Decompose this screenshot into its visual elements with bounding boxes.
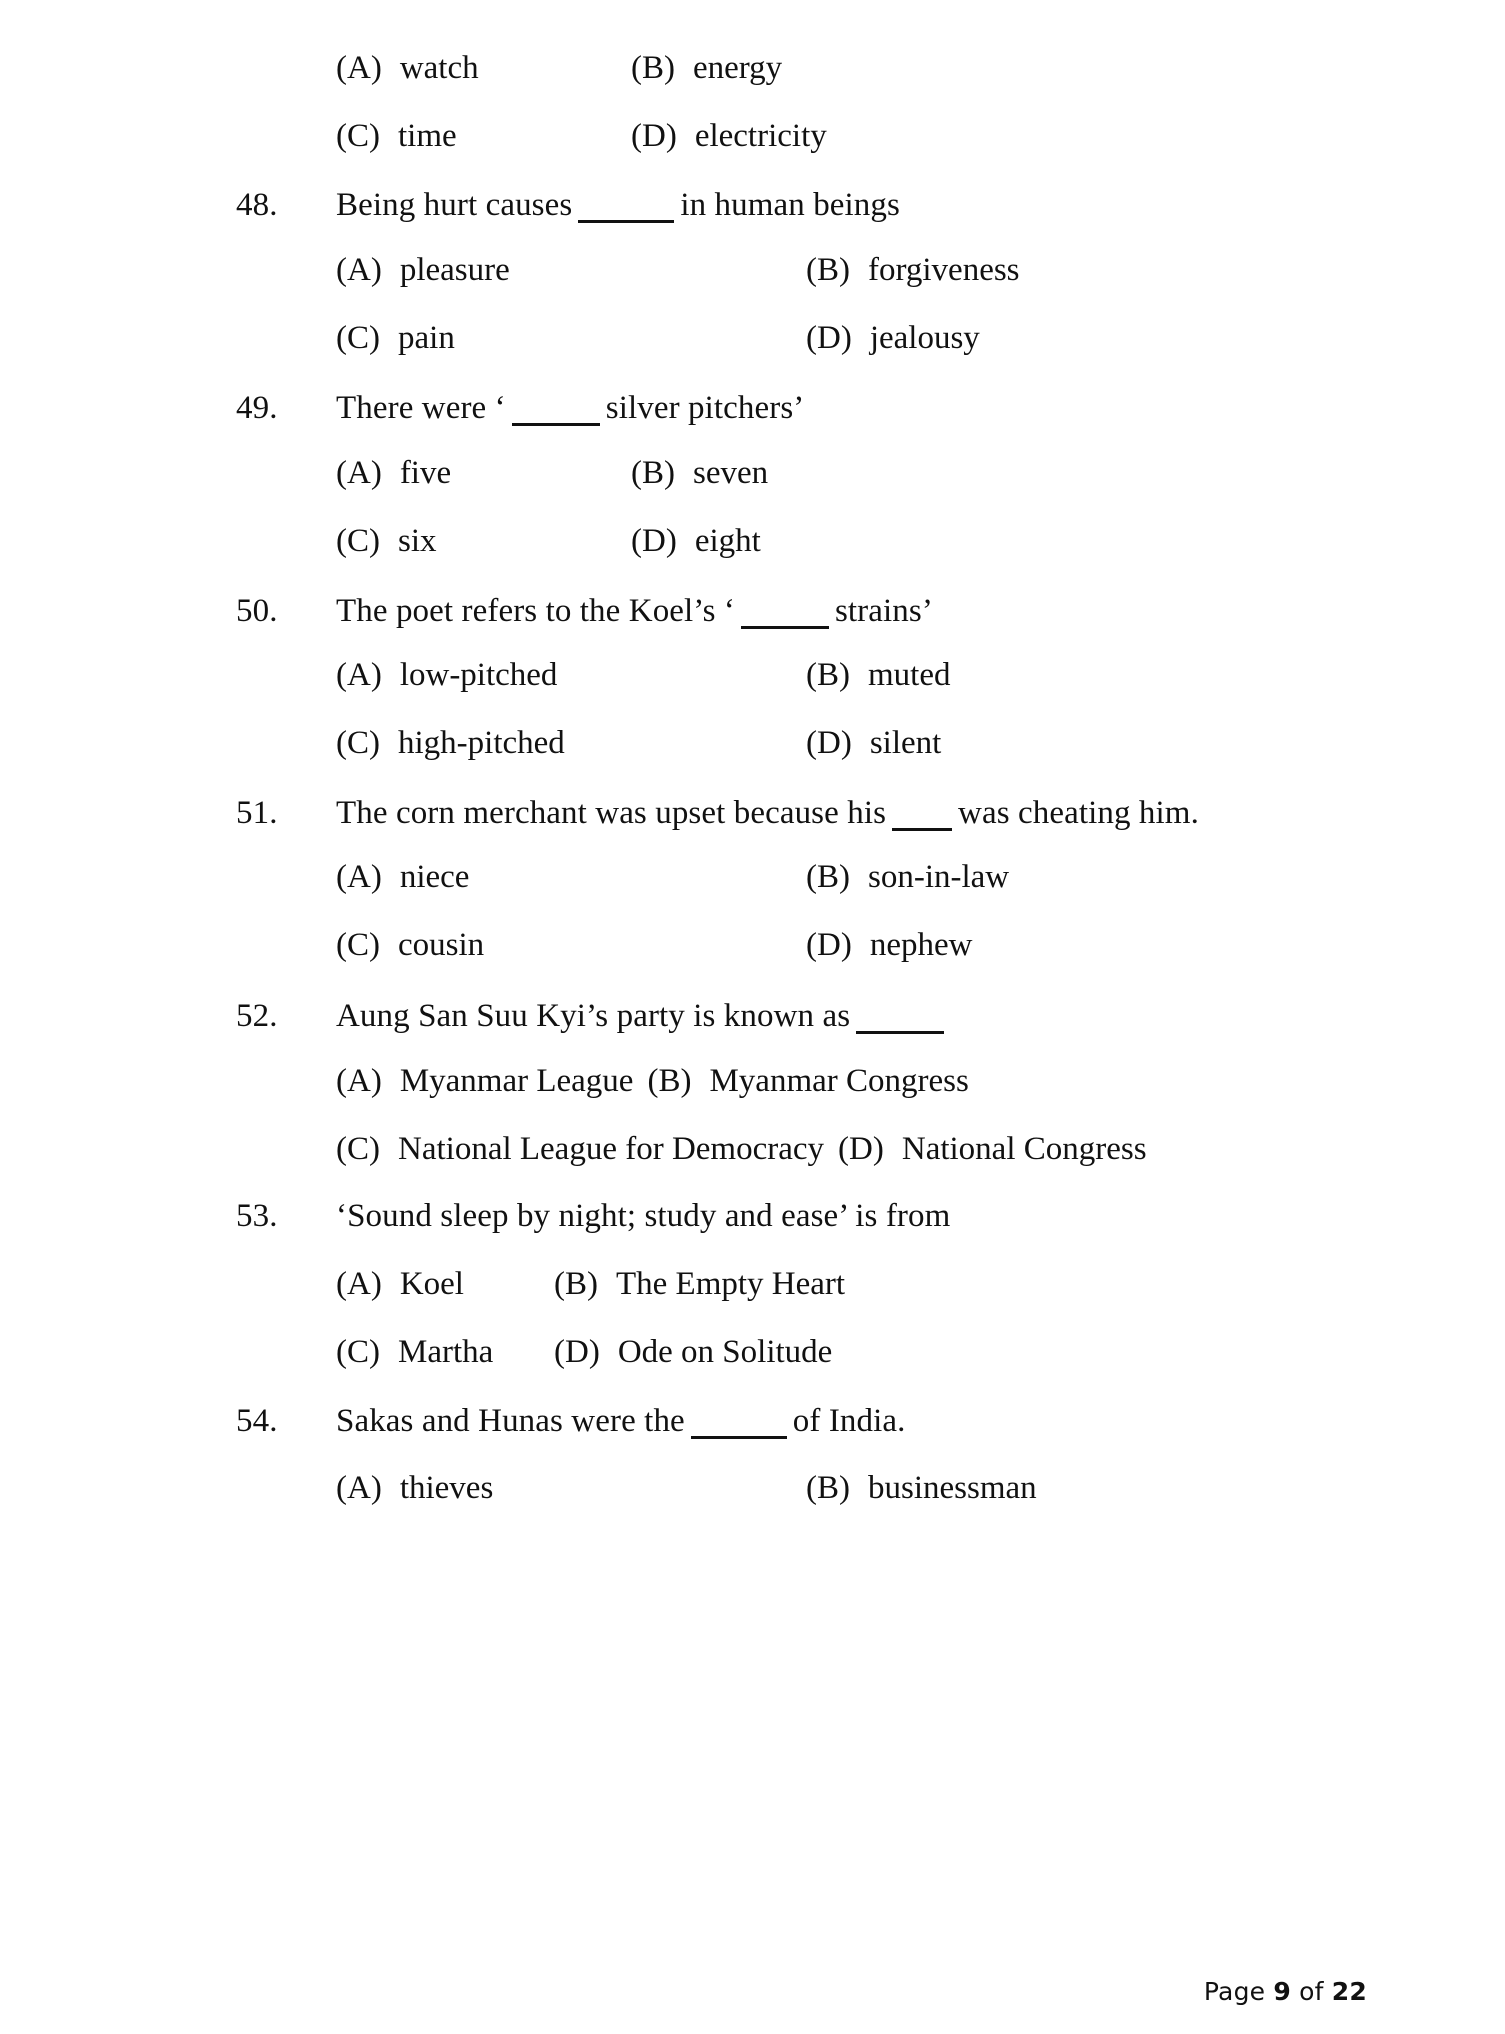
option-label: (B) <box>806 657 850 693</box>
footer-prefix: Page <box>1203 1977 1266 2006</box>
option-text: five <box>399 455 452 491</box>
answer-option[interactable] <box>838 1133 1147 1166</box>
option-text: energy <box>693 50 783 86</box>
answer-option[interactable] <box>554 1268 845 1301</box>
option-row <box>0 322 980 355</box>
option-text: Martha <box>398 1334 494 1370</box>
option-text: watch <box>399 50 479 86</box>
fill-in-blank <box>892 795 952 831</box>
question-text-after-blank: strains’ <box>834 593 933 629</box>
answer-option[interactable] <box>806 929 972 962</box>
option-label: (D) <box>806 725 852 761</box>
option-row <box>0 861 1009 894</box>
answer-option[interactable] <box>336 322 806 355</box>
fill-in-blank <box>578 187 674 223</box>
option-text: time <box>398 118 457 154</box>
option-text: Koel <box>399 1266 464 1302</box>
answer-option[interactable] <box>806 322 980 355</box>
option-row <box>0 1133 1147 1166</box>
answer-option[interactable] <box>336 525 631 558</box>
option-label: (C) <box>336 725 380 761</box>
option-label: (D) <box>806 927 852 963</box>
question-text-after-blank: silver pitchers’ <box>605 390 805 426</box>
option-row <box>0 1472 1037 1505</box>
answer-option[interactable] <box>336 1472 806 1505</box>
answer-option[interactable] <box>647 1065 968 1098</box>
answer-option[interactable] <box>631 52 782 85</box>
option-label: (C) <box>336 523 380 559</box>
question-text <box>336 795 1199 831</box>
answer-option[interactable] <box>336 254 806 287</box>
question-stem <box>0 998 950 1034</box>
answer-option[interactable] <box>806 659 950 692</box>
option-row <box>0 254 1020 287</box>
option-text: jealousy <box>869 320 980 356</box>
option-row <box>0 1268 845 1301</box>
option-row <box>0 457 768 490</box>
answer-option[interactable] <box>806 1472 1037 1505</box>
footer-current-page: 9 <box>1273 1977 1291 2006</box>
footer-total-pages: 22 <box>1331 1977 1367 2006</box>
question-text-after-blank: in human beings <box>680 187 900 223</box>
question-number: 52. <box>236 998 278 1034</box>
fill-in-blank <box>856 998 944 1034</box>
question-text <box>336 593 933 629</box>
question-number: 53. <box>236 1198 278 1234</box>
option-row <box>0 120 827 153</box>
option-label: (A) <box>336 50 382 86</box>
option-label: (A) <box>336 1266 382 1302</box>
option-text: Myanmar Congress <box>709 1063 969 1099</box>
option-row <box>0 1336 832 1369</box>
answer-option[interactable] <box>336 1133 824 1166</box>
question-stem <box>0 390 804 426</box>
question-stem <box>0 1403 906 1439</box>
option-label: (D) <box>631 118 677 154</box>
option-row <box>0 525 761 558</box>
answer-option[interactable] <box>336 1065 633 1098</box>
answer-option[interactable] <box>336 1268 554 1301</box>
option-label: (C) <box>336 320 380 356</box>
answer-option[interactable] <box>336 659 806 692</box>
option-label: (A) <box>336 455 382 491</box>
question-stem <box>0 795 1199 831</box>
answer-option[interactable] <box>336 727 806 760</box>
answer-option[interactable] <box>631 120 827 153</box>
option-text: thieves <box>399 1470 494 1506</box>
answer-option[interactable] <box>336 929 806 962</box>
question-text-after-blank: of India. <box>792 1403 906 1439</box>
option-text: low-pitched <box>399 657 558 693</box>
option-text: National League for Democracy <box>398 1131 825 1167</box>
option-label: (A) <box>336 657 382 693</box>
option-text: pain <box>398 320 455 356</box>
option-row <box>0 1065 969 1098</box>
answer-option[interactable] <box>806 727 941 760</box>
question-text-after-blank: was cheating him. <box>958 795 1199 831</box>
option-label: (D) <box>554 1334 600 1370</box>
option-label: (B) <box>806 1470 850 1506</box>
question-number: 50. <box>236 593 278 629</box>
option-text: niece <box>399 859 470 895</box>
fill-in-blank <box>691 1403 787 1439</box>
question-text-before-blank: There were ‘ <box>336 390 506 426</box>
option-text: Myanmar League <box>399 1063 634 1099</box>
question-stem <box>0 593 933 629</box>
option-text: forgiveness <box>868 252 1020 288</box>
answer-option[interactable] <box>554 1336 832 1369</box>
question-number: 49. <box>236 390 278 426</box>
question-stem <box>0 1200 950 1233</box>
answer-option[interactable] <box>336 120 631 153</box>
answer-option[interactable] <box>631 457 768 490</box>
option-label: (B) <box>554 1266 598 1302</box>
question-text <box>336 187 900 223</box>
option-text: son-in-law <box>868 859 1010 895</box>
option-text: cousin <box>398 927 485 963</box>
option-text: muted <box>868 657 951 693</box>
question-text-before-blank: Being hurt causes <box>336 187 573 223</box>
question-text-before-blank: The poet refers to the Koel’s ‘ <box>336 593 735 629</box>
option-row <box>0 727 941 760</box>
question-stem <box>0 187 900 223</box>
answer-option[interactable] <box>336 861 806 894</box>
option-label: (D) <box>806 320 852 356</box>
option-label: (C) <box>336 118 380 154</box>
option-label: (C) <box>336 927 380 963</box>
option-text: The Empty Heart <box>616 1266 846 1302</box>
answer-option[interactable] <box>336 1336 554 1369</box>
option-text: high-pitched <box>398 725 565 761</box>
option-label: (B) <box>631 50 675 86</box>
question-text-before-blank: Sakas and Hunas were the <box>336 1403 685 1439</box>
option-label: (B) <box>806 859 850 895</box>
answer-option[interactable] <box>631 525 761 558</box>
option-row <box>0 929 972 962</box>
option-text: silent <box>869 725 942 761</box>
answer-option[interactable] <box>336 52 631 85</box>
question-text <box>336 1200 950 1233</box>
option-label: (B) <box>631 455 675 491</box>
option-text: seven <box>693 455 769 491</box>
option-text: nephew <box>869 927 973 963</box>
option-row <box>0 659 950 692</box>
footer-middle: of <box>1299 1977 1324 2006</box>
question-number: 51. <box>236 795 278 831</box>
question-text-before-blank: Aung San Suu Kyi’s party is known as <box>336 998 851 1034</box>
option-label: (A) <box>336 1063 382 1099</box>
option-label: (D) <box>631 523 677 559</box>
answer-option[interactable] <box>336 457 631 490</box>
question-text <box>336 390 804 426</box>
fill-in-blank <box>741 593 829 629</box>
question-text-before-blank: ‘Sound sleep by night; study and ease’ is from <box>336 1198 951 1234</box>
option-row <box>0 52 782 85</box>
answer-option[interactable] <box>806 254 1020 287</box>
option-text: six <box>398 523 437 559</box>
option-text: National Congress <box>901 1131 1147 1167</box>
option-label: (C) <box>336 1131 380 1167</box>
question-number: 48. <box>236 187 278 223</box>
option-text: businessman <box>868 1470 1037 1506</box>
option-label: (B) <box>806 252 850 288</box>
page-footer <box>1204 1977 1367 2006</box>
fill-in-blank <box>512 390 600 426</box>
answer-option[interactable] <box>806 861 1009 894</box>
option-label: (A) <box>336 1470 382 1506</box>
option-text: Ode on Solitude <box>617 1334 833 1370</box>
option-text: pleasure <box>399 252 510 288</box>
question-text-before-blank: The corn merchant was upset because his <box>336 795 887 831</box>
option-text: electricity <box>694 118 827 154</box>
question-text <box>336 998 950 1034</box>
option-label: (C) <box>336 1334 380 1370</box>
option-label: (D) <box>838 1131 884 1167</box>
option-label: (A) <box>336 859 382 895</box>
option-label: (B) <box>647 1063 692 1099</box>
question-number: 54. <box>236 1403 278 1439</box>
option-text: eight <box>694 523 761 559</box>
option-label: (A) <box>336 252 382 288</box>
question-text <box>336 1403 906 1439</box>
